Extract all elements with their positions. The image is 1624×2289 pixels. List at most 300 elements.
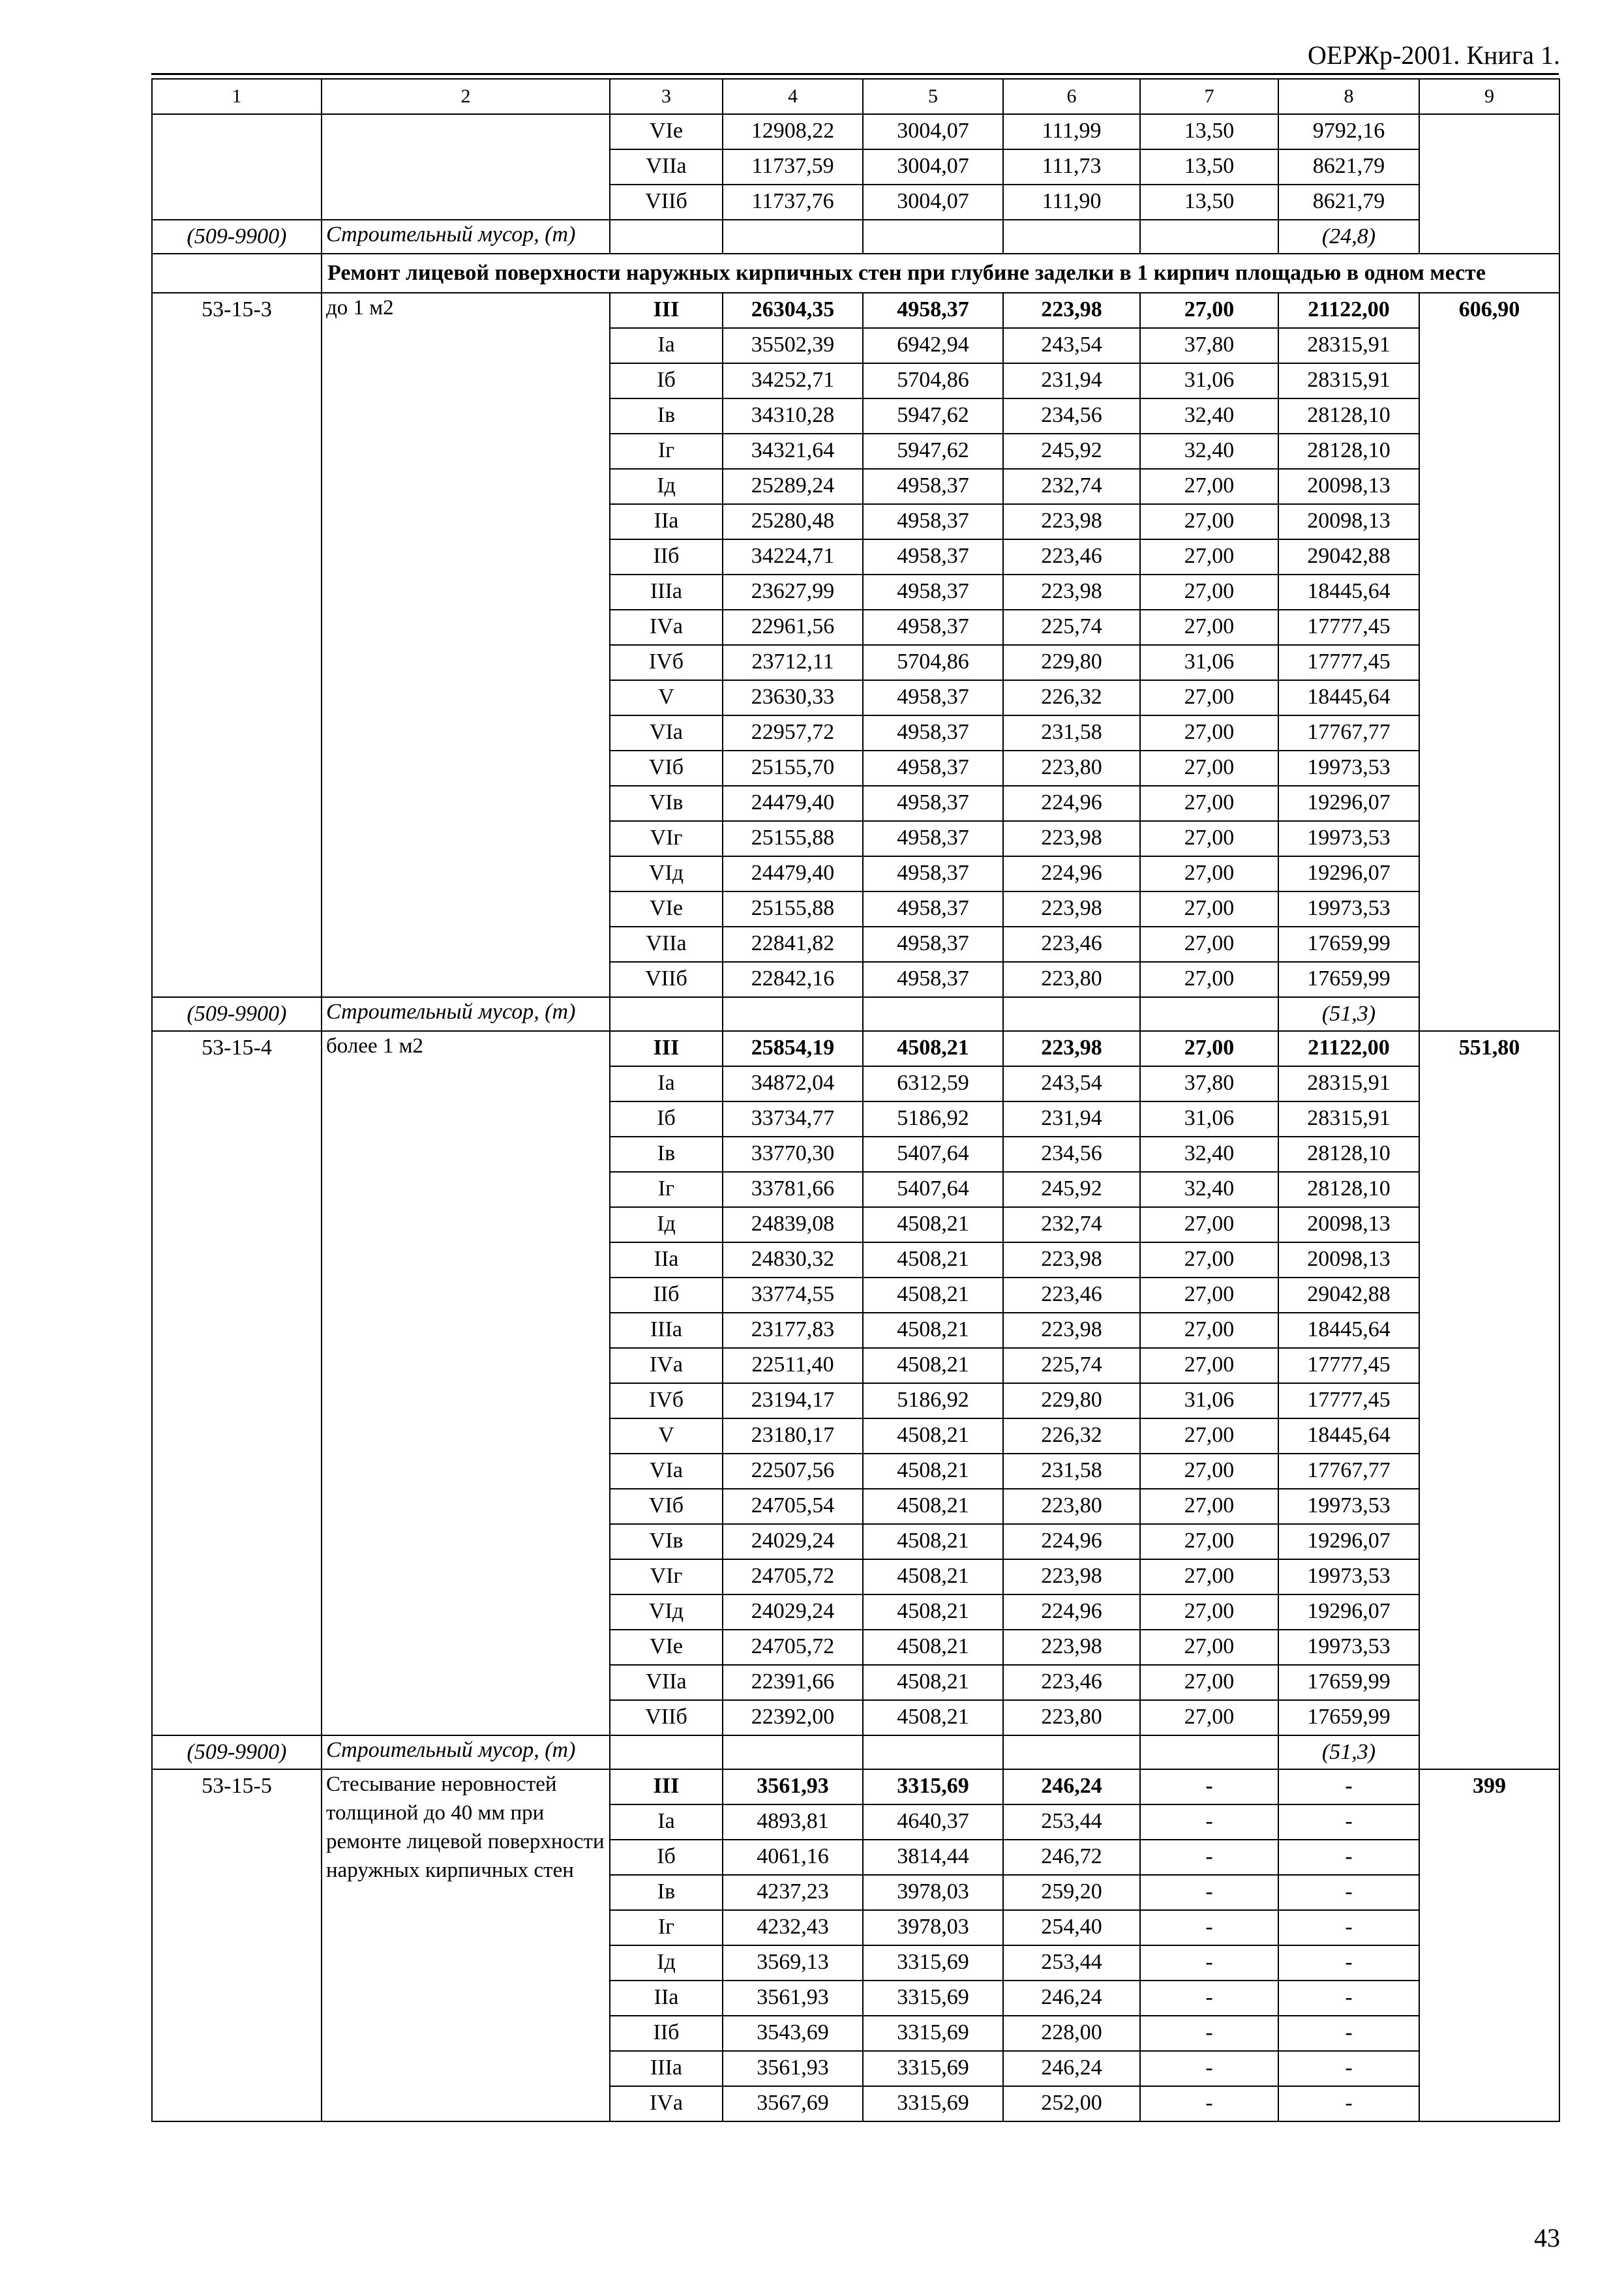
materials: 19973,53 — [1278, 1630, 1419, 1665]
machines: 232,74 — [1003, 1207, 1140, 1242]
machinist-wages: - — [1140, 2051, 1278, 2086]
wages: 4508,21 — [863, 1242, 1003, 1278]
total-cost: 24479,40 — [723, 786, 863, 821]
wages: 4508,21 — [863, 1489, 1003, 1524]
machines: 223,98 — [1003, 821, 1140, 856]
variant-cell: IIIа — [610, 1313, 723, 1348]
column-number: 7 — [1140, 79, 1278, 114]
wages: 3814,44 — [863, 1840, 1003, 1875]
machines: 245,92 — [1003, 434, 1140, 469]
labor-cost: 399 — [1419, 1769, 1559, 2121]
labor-cost: 606,90 — [1419, 293, 1559, 1031]
variant-cell: IVб — [610, 645, 723, 680]
machines: 223,46 — [1003, 1278, 1140, 1313]
machines: 234,56 — [1003, 398, 1140, 434]
total-cost: 4232,43 — [723, 1910, 863, 1945]
machines: 254,40 — [1003, 1910, 1140, 1945]
machines: 111,73 — [1003, 149, 1140, 185]
variant-cell: III — [610, 1769, 723, 1804]
variant-cell: Iб — [610, 363, 723, 398]
total-cost: 3561,93 — [723, 2051, 863, 2086]
table-row — [152, 293, 1559, 328]
variant-cell: VIIб — [610, 1700, 723, 1735]
wages: 4958,37 — [863, 786, 1003, 821]
materials: 18445,64 — [1278, 680, 1419, 715]
debris-code: (509-9900) — [152, 220, 322, 254]
wages: 3315,69 — [863, 2086, 1003, 2121]
empty-cell — [1140, 997, 1278, 1031]
variant-cell: IIа — [610, 504, 723, 539]
machines: 224,96 — [1003, 856, 1140, 891]
total-cost: 24029,24 — [723, 1524, 863, 1559]
total-cost: 4061,16 — [723, 1840, 863, 1875]
wages: 4958,37 — [863, 610, 1003, 645]
materials: 17659,99 — [1278, 962, 1419, 997]
item-name — [322, 293, 610, 997]
machinist-wages: 37,80 — [1140, 328, 1278, 363]
variant-cell: IIб — [610, 539, 723, 575]
section-row — [152, 254, 1559, 293]
variant-cell: Iг — [610, 1172, 723, 1207]
machinist-wages: 31,06 — [1140, 645, 1278, 680]
materials: 21122,00 — [1278, 1031, 1419, 1066]
wages: 5947,62 — [863, 398, 1003, 434]
wages: 4958,37 — [863, 927, 1003, 962]
machines: 224,96 — [1003, 1594, 1140, 1630]
materials: 18445,64 — [1278, 1313, 1419, 1348]
total-cost: 33734,77 — [723, 1101, 863, 1137]
materials: - — [1278, 1981, 1419, 2016]
machinist-wages: 27,00 — [1140, 1418, 1278, 1454]
materials: 28128,10 — [1278, 434, 1419, 469]
total-cost: 12908,22 — [723, 114, 863, 149]
machinist-wages: 27,00 — [1140, 927, 1278, 962]
materials: - — [1278, 1945, 1419, 1981]
total-cost: 22391,66 — [723, 1665, 863, 1700]
wages: 4508,21 — [863, 1278, 1003, 1313]
materials: 28315,91 — [1278, 363, 1419, 398]
total-cost: 24479,40 — [723, 856, 863, 891]
empty-cell — [610, 997, 723, 1031]
materials: 20098,13 — [1278, 504, 1419, 539]
machines: 229,80 — [1003, 1383, 1140, 1418]
empty-cell — [1003, 220, 1140, 254]
section-title: Ремонт лицевой поверхности наружных кирпичных стен при глубине заделки в 1 кирпич площадью в одном месте — [322, 254, 1559, 293]
variant-cell: VIIа — [610, 1665, 723, 1700]
machines: 223,46 — [1003, 1665, 1140, 1700]
machines: 259,20 — [1003, 1875, 1140, 1910]
machines: 228,00 — [1003, 2016, 1140, 2051]
variant-cell: VIг — [610, 1559, 723, 1594]
empty-cell — [610, 220, 723, 254]
wages: 4958,37 — [863, 856, 1003, 891]
total-cost: 22842,16 — [723, 962, 863, 997]
machines: 223,98 — [1003, 1630, 1140, 1665]
variant-cell: Iб — [610, 1840, 723, 1875]
debris-label: Строительный мусор, (т) — [322, 1735, 610, 1769]
empty-cell — [863, 220, 1003, 254]
wages: 5704,86 — [863, 363, 1003, 398]
total-cost: 33770,30 — [723, 1137, 863, 1172]
variant-cell: IVа — [610, 610, 723, 645]
machinist-wages: 32,40 — [1140, 434, 1278, 469]
variant-cell: VIIб — [610, 962, 723, 997]
variant-cell: IIIа — [610, 2051, 723, 2086]
variant-cell: VIв — [610, 786, 723, 821]
item-name-text: Стесывание неровностей толщиной до 40 мм при ремонте лицевой поверхности наружных кирпичных стен — [326, 1773, 605, 1882]
machinist-wages: 27,00 — [1140, 751, 1278, 786]
wages: 4958,37 — [863, 469, 1003, 504]
machines: 223,98 — [1003, 293, 1140, 328]
variant-cell: Iд — [610, 469, 723, 504]
machinist-wages: 27,00 — [1140, 856, 1278, 891]
column-number: 2 — [322, 79, 610, 114]
total-cost: 22511,40 — [723, 1348, 863, 1383]
materials: - — [1278, 2016, 1419, 2051]
variant-cell: IIа — [610, 1981, 723, 2016]
total-cost: 24705,54 — [723, 1489, 863, 1524]
machinist-wages: 27,00 — [1140, 1524, 1278, 1559]
wages: 4958,37 — [863, 891, 1003, 927]
variant-cell: IVб — [610, 1383, 723, 1418]
wages: 3315,69 — [863, 2016, 1003, 2051]
materials: 28315,91 — [1278, 1101, 1419, 1137]
total-cost: 25289,24 — [723, 469, 863, 504]
variant-cell: VIд — [610, 1594, 723, 1630]
machinist-wages: - — [1140, 1769, 1278, 1804]
machines: 223,80 — [1003, 1700, 1140, 1735]
machinist-wages: 27,00 — [1140, 539, 1278, 575]
machinist-wages: 31,06 — [1140, 363, 1278, 398]
labor-cost: 551,80 — [1419, 1031, 1559, 1769]
machines: 223,80 — [1003, 1489, 1140, 1524]
machinist-wages: 27,00 — [1140, 575, 1278, 610]
materials: 19973,53 — [1278, 1489, 1419, 1524]
materials: 28128,10 — [1278, 1137, 1419, 1172]
machines: 246,24 — [1003, 1981, 1140, 2016]
wages: 5186,92 — [863, 1383, 1003, 1418]
total-cost: 24705,72 — [723, 1630, 863, 1665]
column-number: 6 — [1003, 79, 1140, 114]
machinist-wages: 27,00 — [1140, 1313, 1278, 1348]
column-number: 5 — [863, 79, 1003, 114]
table-row — [152, 114, 1559, 149]
wages: 5947,62 — [863, 434, 1003, 469]
empty-cell — [863, 1735, 1003, 1769]
machines: 234,56 — [1003, 1137, 1140, 1172]
total-cost: 33781,66 — [723, 1172, 863, 1207]
materials: 28128,10 — [1278, 398, 1419, 434]
materials: 17777,45 — [1278, 645, 1419, 680]
variant-cell: Iа — [610, 328, 723, 363]
total-cost: 4893,81 — [723, 1804, 863, 1840]
machinist-wages: 27,00 — [1140, 1242, 1278, 1278]
wages: 4958,37 — [863, 751, 1003, 786]
empty-cell — [1003, 997, 1140, 1031]
debris-row — [152, 1735, 1559, 1769]
wages: 4508,21 — [863, 1207, 1003, 1242]
column-number-row — [152, 79, 1559, 114]
column-number: 4 — [723, 79, 863, 114]
header-rule — [151, 73, 1559, 75]
wages: 5407,64 — [863, 1172, 1003, 1207]
wages: 4508,21 — [863, 1031, 1003, 1066]
materials: 17659,99 — [1278, 1665, 1419, 1700]
machines: 231,94 — [1003, 363, 1140, 398]
machines: 225,74 — [1003, 1348, 1140, 1383]
total-cost: 25155,70 — [723, 751, 863, 786]
item-name-text: до 1 м2 — [326, 296, 394, 320]
machines: 226,32 — [1003, 680, 1140, 715]
item-name — [322, 114, 610, 220]
variant-cell: Iд — [610, 1945, 723, 1981]
debris-value: (51,3) — [1278, 997, 1419, 1031]
column-number: 1 — [152, 79, 322, 114]
total-cost: 22957,72 — [723, 715, 863, 751]
variant-cell: IIа — [610, 1242, 723, 1278]
wages: 3978,03 — [863, 1910, 1003, 1945]
wages: 3004,07 — [863, 185, 1003, 220]
variant-cell: VIв — [610, 1524, 723, 1559]
machinist-wages: 27,00 — [1140, 821, 1278, 856]
debris-row — [152, 220, 1559, 254]
variant-cell: Iв — [610, 1875, 723, 1910]
machinist-wages: 13,50 — [1140, 149, 1278, 185]
variant-cell: VIIа — [610, 149, 723, 185]
item-name-text: более 1 м2 — [326, 1034, 423, 1058]
debris-value: (24,8) — [1278, 220, 1419, 254]
total-cost: 25155,88 — [723, 821, 863, 856]
machinist-wages: - — [1140, 1981, 1278, 2016]
machines: 223,98 — [1003, 1242, 1140, 1278]
total-cost: 23630,33 — [723, 680, 863, 715]
variant-cell: VIе — [610, 114, 723, 149]
total-cost: 34321,64 — [723, 434, 863, 469]
materials: - — [1278, 1840, 1419, 1875]
materials: 17767,77 — [1278, 715, 1419, 751]
wages: 4508,21 — [863, 1454, 1003, 1489]
empty-cell — [723, 1735, 863, 1769]
machines: 243,54 — [1003, 328, 1140, 363]
machines: 223,98 — [1003, 575, 1140, 610]
variant-cell: IIIа — [610, 575, 723, 610]
item-name — [322, 1769, 610, 2121]
labor-cost — [1419, 114, 1559, 254]
item-code: 53-15-4 — [152, 1031, 322, 1735]
machines: 223,98 — [1003, 504, 1140, 539]
variant-cell: III — [610, 293, 723, 328]
wages: 3315,69 — [863, 1769, 1003, 1804]
variant-cell: V — [610, 1418, 723, 1454]
materials: 29042,88 — [1278, 1278, 1419, 1313]
materials: 8621,79 — [1278, 149, 1419, 185]
machinist-wages: 27,00 — [1140, 962, 1278, 997]
wages: 4958,37 — [863, 680, 1003, 715]
total-cost: 3569,13 — [723, 1945, 863, 1981]
total-cost: 11737,76 — [723, 185, 863, 220]
machinist-wages: - — [1140, 1804, 1278, 1840]
wages: 6942,94 — [863, 328, 1003, 363]
wages: 4958,37 — [863, 575, 1003, 610]
machinist-wages: 27,00 — [1140, 1665, 1278, 1700]
materials: 20098,13 — [1278, 469, 1419, 504]
materials: 18445,64 — [1278, 1418, 1419, 1454]
wages: 4508,21 — [863, 1594, 1003, 1630]
materials: - — [1278, 1804, 1419, 1840]
materials: 28315,91 — [1278, 328, 1419, 363]
materials: 29042,88 — [1278, 539, 1419, 575]
wages: 4508,21 — [863, 1313, 1003, 1348]
wages: 4508,21 — [863, 1665, 1003, 1700]
materials: 19973,53 — [1278, 821, 1419, 856]
materials: 19296,07 — [1278, 1594, 1419, 1630]
materials: 19296,07 — [1278, 1524, 1419, 1559]
machinist-wages: 31,06 — [1140, 1101, 1278, 1137]
materials: 20098,13 — [1278, 1207, 1419, 1242]
machinist-wages: - — [1140, 1840, 1278, 1875]
machinist-wages: 32,40 — [1140, 1137, 1278, 1172]
machines: 232,74 — [1003, 469, 1140, 504]
wages: 4958,37 — [863, 962, 1003, 997]
wages: 5407,64 — [863, 1137, 1003, 1172]
total-cost: 23177,83 — [723, 1313, 863, 1348]
machinist-wages: 32,40 — [1140, 398, 1278, 434]
table-row — [152, 1769, 1559, 1804]
machinist-wages: - — [1140, 2016, 1278, 2051]
variant-cell: Iг — [610, 434, 723, 469]
total-cost: 23194,17 — [723, 1383, 863, 1418]
materials: 19973,53 — [1278, 751, 1419, 786]
materials: 19973,53 — [1278, 891, 1419, 927]
machines: 226,32 — [1003, 1418, 1140, 1454]
materials: 20098,13 — [1278, 1242, 1419, 1278]
running-header: ОЕРЖр-2001. Книга 1. — [1308, 40, 1560, 70]
table-row — [152, 1031, 1559, 1066]
debris-value: (51,3) — [1278, 1735, 1419, 1769]
item-code — [152, 114, 322, 220]
materials: - — [1278, 1910, 1419, 1945]
empty-cell — [152, 254, 322, 293]
wages: 4508,21 — [863, 1348, 1003, 1383]
materials: 8621,79 — [1278, 185, 1419, 220]
materials: 21122,00 — [1278, 293, 1419, 328]
materials: 9792,16 — [1278, 114, 1419, 149]
item-code: 53-15-3 — [152, 293, 322, 997]
wages: 4958,37 — [863, 293, 1003, 328]
total-cost: 22961,56 — [723, 610, 863, 645]
empty-cell — [610, 1735, 723, 1769]
materials: 28315,91 — [1278, 1066, 1419, 1101]
wages: 4958,37 — [863, 821, 1003, 856]
variant-cell: VIе — [610, 1630, 723, 1665]
wages: 4508,21 — [863, 1700, 1003, 1735]
materials: 19296,07 — [1278, 786, 1419, 821]
total-cost: 3561,93 — [723, 1981, 863, 2016]
machinist-wages: 27,00 — [1140, 1348, 1278, 1383]
column-number: 3 — [610, 79, 723, 114]
wages: 4508,21 — [863, 1559, 1003, 1594]
total-cost: 24705,72 — [723, 1559, 863, 1594]
total-cost: 26304,35 — [723, 293, 863, 328]
variant-cell: VIг — [610, 821, 723, 856]
machinist-wages: 13,50 — [1140, 185, 1278, 220]
variant-cell: VIб — [610, 1489, 723, 1524]
total-cost: 4237,23 — [723, 1875, 863, 1910]
materials: 17777,45 — [1278, 1348, 1419, 1383]
materials: 17777,45 — [1278, 610, 1419, 645]
variant-cell: VIд — [610, 856, 723, 891]
variant-cell: VIа — [610, 1454, 723, 1489]
total-cost: 23180,17 — [723, 1418, 863, 1454]
machinist-wages: 27,00 — [1140, 786, 1278, 821]
machines: 253,44 — [1003, 1804, 1140, 1840]
column-number: 9 — [1419, 79, 1559, 114]
machines: 231,94 — [1003, 1101, 1140, 1137]
total-cost: 25155,88 — [723, 891, 863, 927]
total-cost: 22507,56 — [723, 1454, 863, 1489]
total-cost: 24029,24 — [723, 1594, 863, 1630]
machines: 245,92 — [1003, 1172, 1140, 1207]
machines: 223,46 — [1003, 927, 1140, 962]
variant-cell: IIб — [610, 2016, 723, 2051]
machines: 246,24 — [1003, 2051, 1140, 2086]
variant-cell: Iа — [610, 1804, 723, 1840]
materials: 17659,99 — [1278, 1700, 1419, 1735]
machinist-wages: - — [1140, 1875, 1278, 1910]
machines: 223,80 — [1003, 962, 1140, 997]
debris-code: (509-9900) — [152, 1735, 322, 1769]
wages: 3004,07 — [863, 114, 1003, 149]
machinist-wages: 27,00 — [1140, 1594, 1278, 1630]
materials: 18445,64 — [1278, 575, 1419, 610]
variant-cell: Iа — [610, 1066, 723, 1101]
wages: 6312,59 — [863, 1066, 1003, 1101]
debris-row — [152, 997, 1559, 1031]
wages: 3004,07 — [863, 149, 1003, 185]
machines: 111,90 — [1003, 185, 1140, 220]
wages: 4958,37 — [863, 539, 1003, 575]
materials: - — [1278, 2086, 1419, 2121]
machinist-wages: 27,00 — [1140, 610, 1278, 645]
machinist-wages: 32,40 — [1140, 1172, 1278, 1207]
total-cost: 24830,32 — [723, 1242, 863, 1278]
total-cost: 34252,71 — [723, 363, 863, 398]
page-number: 43 — [1534, 2223, 1560, 2252]
machines: 229,80 — [1003, 645, 1140, 680]
machines: 243,54 — [1003, 1066, 1140, 1101]
variant-cell: III — [610, 1031, 723, 1066]
machinist-wages: 27,00 — [1140, 1700, 1278, 1735]
materials: 19296,07 — [1278, 856, 1419, 891]
variant-cell: VIб — [610, 751, 723, 786]
machines: 246,72 — [1003, 1840, 1140, 1875]
column-number: 8 — [1278, 79, 1419, 114]
total-cost: 34872,04 — [723, 1066, 863, 1101]
variant-cell: IVа — [610, 1348, 723, 1383]
total-cost: 3543,69 — [723, 2016, 863, 2051]
wages: 4958,37 — [863, 715, 1003, 751]
wages: 3315,69 — [863, 1945, 1003, 1981]
machines: 225,74 — [1003, 610, 1140, 645]
materials: 17767,77 — [1278, 1454, 1419, 1489]
machines: 223,46 — [1003, 539, 1140, 575]
machinist-wages: 31,06 — [1140, 1383, 1278, 1418]
machines: 231,58 — [1003, 715, 1140, 751]
machines: 223,98 — [1003, 1559, 1140, 1594]
variant-cell: Iд — [610, 1207, 723, 1242]
debris-label: Строительный мусор, (т) — [322, 220, 610, 254]
wages: 3978,03 — [863, 1875, 1003, 1910]
